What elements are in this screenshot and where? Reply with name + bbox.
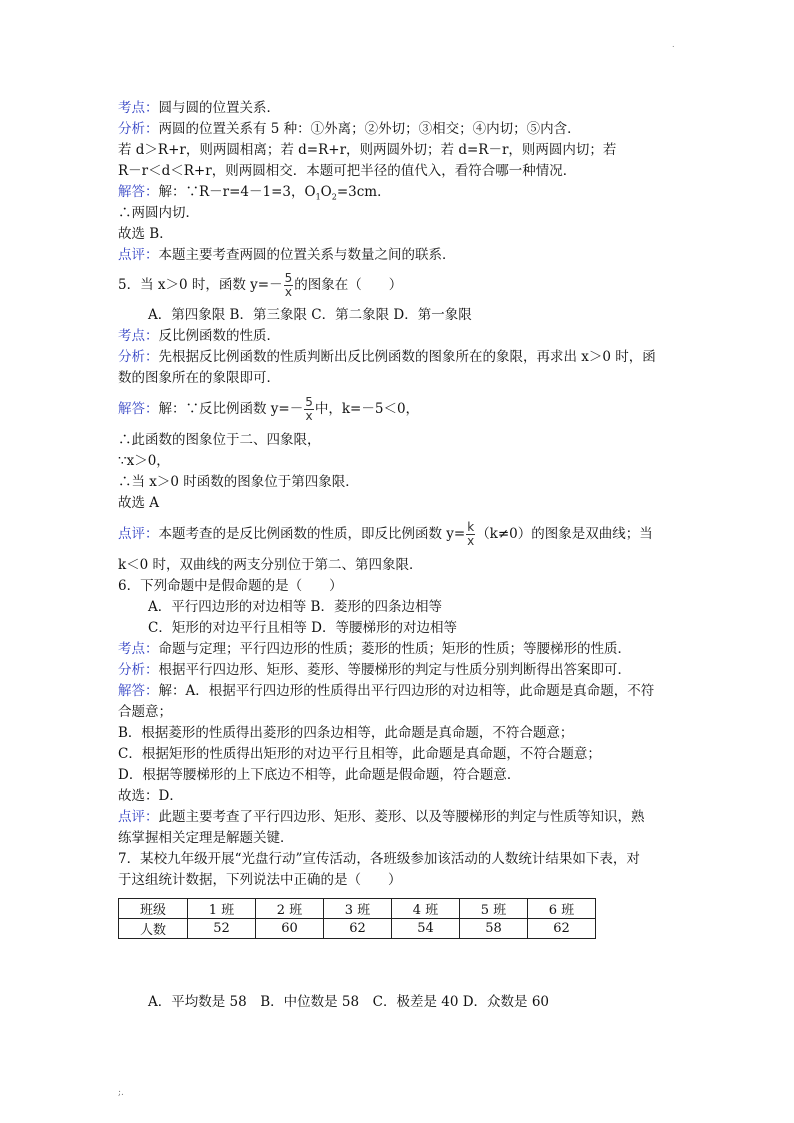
text-line: 故选 B． — [118, 226, 173, 242]
question-7: 7．某校九年级开展“光盘行动”宣传活动，各班级参加该活动的人数统计结果如下表，对 — [118, 851, 640, 867]
fenxi-line: 分析：先根据反比例函数的性质判断出反比例函数的图象所在的象限，再求出 x＞0 时，函 — [118, 349, 656, 365]
table-cell: 54 — [392, 919, 460, 939]
table-cell: 人数 — [119, 919, 188, 939]
text-line: D．根据等腰梯形的上下底边不相等，此命题是假命题，符合题意． — [118, 767, 521, 783]
section-label: 解答： — [118, 184, 159, 200]
text-line: 故选 A — [118, 495, 160, 511]
section-label: 点评： — [118, 247, 159, 263]
text-line: ∴当 x＞0 时函数的图象位于第四象限． — [118, 474, 359, 490]
section-label: 考点： — [118, 328, 159, 344]
section-label: 分析： — [118, 349, 159, 365]
section-label: 分析： — [118, 121, 159, 137]
table-cell: 58 — [460, 919, 528, 939]
table-header-row — [119, 899, 596, 919]
dianping-line: 点评：本题考查的是反比例函数的性质，即反比例函数 y= $\frac{k}{x}$ （k≠0）的图象是双曲线；当 — [118, 520, 653, 548]
jieda-line: 解答：解：∵R－r=4－1=3，$O_1O_2=3cm$． — [118, 184, 391, 202]
section-label: 分析： — [118, 662, 159, 678]
kaodian-line: 考点：反比例函数的性质． — [118, 328, 280, 344]
text-line: 数的图象所在的象限即可． — [118, 370, 280, 386]
text-line: 若 d＞R+r，则两圆相离；若 d=R+r，则两圆外切；若 d=R－r，则两圆内切；若 — [118, 142, 617, 158]
question-6-options-1: A．平行四边形的对边相等 B．菱形的四条边相等 — [148, 599, 442, 615]
text-line: R－r＜d＜R+r，则两圆相交．本题可把半径的值代入，看符合哪一种情况． — [118, 163, 577, 179]
question-7-options: A．平均数是 58 B．中位数是 58 C．极差是 40 D．众数是 60 — [148, 994, 549, 1010]
section-label: 点评： — [118, 809, 159, 825]
text-line: 合题意； — [118, 704, 172, 720]
dianping-line: 点评：本题主要考查两圆的位置关系与数量之间的联系． — [118, 247, 456, 263]
class-participation-table — [118, 898, 596, 939]
section-label: 解答： — [118, 683, 159, 699]
dianping-line: 点评：此题主要考查了平行四边形、矩形、菱形、以及等腰梯形的判定与性质等知识，熟 — [118, 809, 645, 825]
fenxi-line: 分析：两圆的位置关系有 5 种：①外离；②外切；③相交；④内切；⑤内含． — [118, 121, 581, 137]
table-cell: 2 班 — [256, 899, 324, 919]
fraction: $\frac{5}{x}$ — [284, 271, 293, 299]
fraction: $\frac{k}{x}$ — [467, 520, 475, 548]
question-6: 6．下列命题中是假命题的是（ ） — [118, 578, 343, 594]
text-line: ∴此函数的图象位于二、四象限， — [118, 432, 321, 448]
section-label: 点评： — [118, 526, 159, 542]
jieda-line: 解答：解：A．根据平行四边形的性质得出平行四边形的对边相等，此命题是真命题，不符 — [118, 683, 655, 699]
table-cell: 5 班 — [460, 899, 528, 919]
section-label: 考点： — [118, 641, 159, 657]
question-5: 5．当 x＞0 时，函数 y=－ $\frac{5}{x}$ 的图象在（ ） — [118, 271, 403, 299]
table-cell: 6 班 — [528, 899, 596, 919]
text-line: ∵x＞0， — [118, 453, 170, 469]
table-cell: 1 班 — [188, 899, 256, 919]
page-mark-bottom: ;. — [118, 1088, 124, 1098]
text-line: 练掌握相关定理是解题关键． — [118, 830, 294, 846]
table-cell: 60 — [256, 919, 324, 939]
text-line: C．根据矩形的性质得出矩形的对边平行且相等，此命题是真命题，不符合题意； — [118, 746, 601, 762]
table-row — [119, 919, 596, 939]
text-line: B．根据菱形的性质得出菱形的四条边相等，此命题是真命题，不符合题意； — [118, 725, 574, 741]
page-mark-top: . — [672, 40, 675, 49]
kaodian-line: 考点：圆与圆的位置关系． — [118, 100, 280, 116]
text-line: ∴两圆内切． — [118, 205, 199, 221]
section-label: 考点： — [118, 100, 159, 116]
table-cell: 62 — [324, 919, 392, 939]
table-cell: 3 班 — [324, 899, 392, 919]
question-5-options: A．第四象限 B．第三象限 C．第二象限 D．第一象限 — [148, 307, 472, 323]
text-line: k＜0 时，双曲线的两支分别位于第二、第四象限． — [118, 557, 423, 573]
fenxi-line: 分析：根据平行四边形、矩形、菱形、等腰梯形的判定与性质分别判断得出答案即可． — [118, 662, 631, 678]
jieda-line: 解答：解：∵反比例函数 y=－ $\frac{5}{x}$ 中，k=－5＜0， — [118, 395, 420, 423]
table-cell: 班级 — [119, 899, 188, 919]
fraction: $\frac{5}{x}$ — [305, 395, 313, 423]
table-cell: 4 班 — [392, 899, 460, 919]
text-line: 故选：D． — [118, 788, 183, 804]
kaodian-line: 考点：命题与定理；平行四边形的性质；菱形的性质；矩形的性质；等腰梯形的性质． — [118, 641, 631, 657]
section-label: 解答： — [118, 401, 159, 417]
table-cell: 52 — [188, 919, 256, 939]
question-6-options-2: C．矩形的对边平行且相等 D．等腰梯形的对边相等 — [148, 620, 457, 636]
table-cell: 62 — [528, 919, 596, 939]
text-line: 于这组统计数据，下列说法中正确的是（ ） — [118, 872, 402, 888]
